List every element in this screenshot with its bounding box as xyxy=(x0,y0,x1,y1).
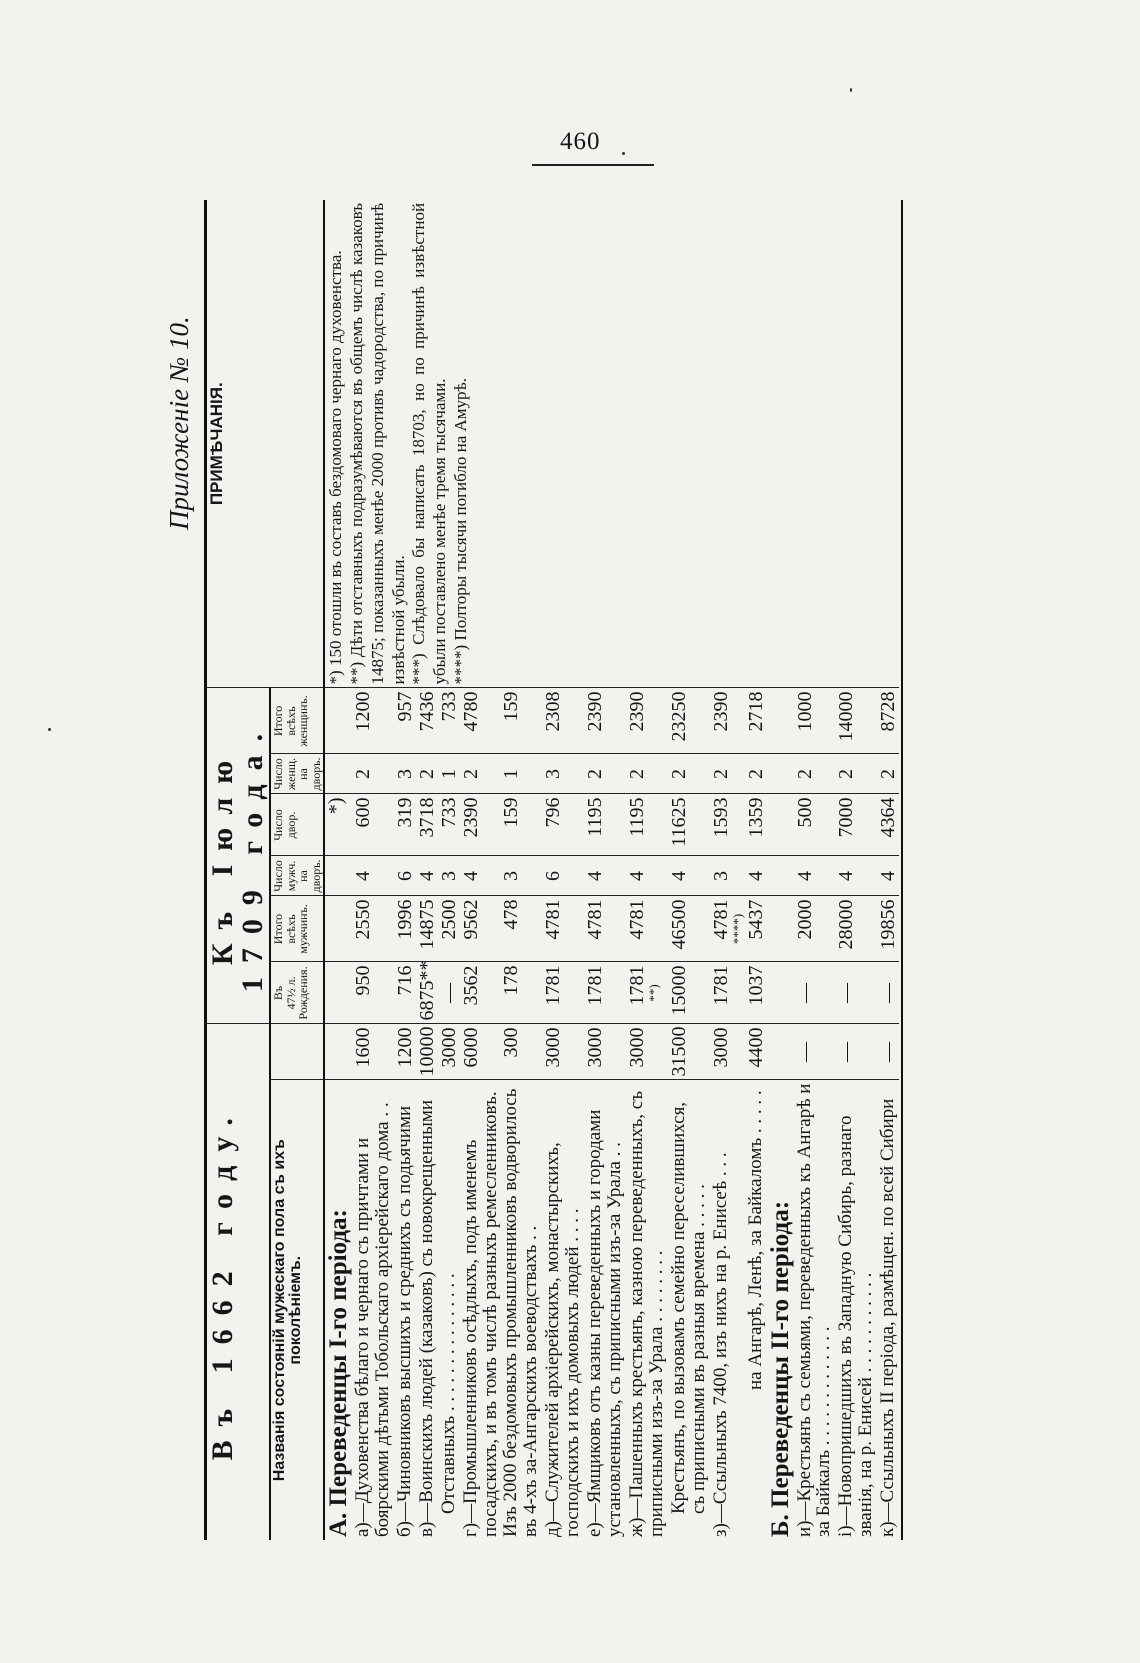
row-label: и)—Крестьянъ съ семьями, переведенныхъ къ Ангарѣ и за Байкалъ . . . . . . . . . . . . . xyxy=(794,1080,836,1540)
v-label: Въ xyxy=(271,985,285,1001)
cell-men: 46500 xyxy=(668,896,710,962)
cell-houses: 1593 xyxy=(710,794,745,856)
cell-1662: 4400 xyxy=(745,1024,767,1080)
cell-wph: 3 xyxy=(542,754,584,794)
cell-wph: 2 xyxy=(626,754,668,794)
cell-mph: 4 xyxy=(668,856,710,896)
value: 159 xyxy=(500,797,523,828)
cell-1662: 1600 xyxy=(352,1024,394,1080)
row-label: г)—Промышленниковъ осѣдлыхъ, подъ именемъ посадскихъ, и въ томъ числѣ разныхъ ремесленниковъ. Изъ 2000 бездомовыхъ промышленниковъ водворилось въ 4-хъ за-Ангарскихъ воеводствахъ . . xyxy=(460,1080,542,1540)
cell-women: 2718 xyxy=(745,688,767,754)
cell-1662: — xyxy=(794,1024,836,1080)
value: 4 xyxy=(460,871,483,881)
cell-1662: 3000 xyxy=(438,1024,460,1080)
row-label: а)—Духовенства бѣлаго и чернаго съ причтами и боярскими дѣтьми Тобольскаго архіерейскаго дома . . xyxy=(352,1080,394,1540)
table-row xyxy=(794,200,836,1540)
women-per-house-header: Число женщ. на дворъ. xyxy=(270,754,324,794)
row-label: і)—Новопришедшихъ въ Западную Сибирь, разнаго званія, на р. Енисей . . . . . . . . . . . xyxy=(835,1080,877,1540)
total-men-header: Итого всѣхъ мужчинъ. xyxy=(270,896,324,962)
cell-births: — xyxy=(794,962,836,1024)
cell-wph: 2 xyxy=(352,754,394,794)
value: 159 xyxy=(500,691,523,722)
note-4: ****) Полторы тысячи погибло на Амурѣ. xyxy=(450,377,470,685)
men-per-house-header: Число мужч. на дворъ. xyxy=(270,856,324,896)
count-1662-column-header xyxy=(270,1024,324,1080)
cell-mph: 3 xyxy=(438,856,460,896)
cell-men xyxy=(460,896,542,962)
cell-men: 4781 xyxy=(584,896,626,962)
notes-header: ПРИМѢЧАНІЯ. xyxy=(206,200,325,688)
row-label: Отставныхъ . . . . . . . . . . . . . . . xyxy=(438,1080,460,1540)
population-table xyxy=(204,200,903,1540)
cell-mph: 4 xyxy=(877,856,899,896)
star-mark: *) xyxy=(324,794,352,856)
cell-women: 23250 xyxy=(668,688,710,754)
cell-wph: 1 xyxy=(438,754,460,794)
value: 1781 xyxy=(625,965,648,1006)
cell-houses: 3718 xyxy=(416,794,438,856)
cell-mph: 4 xyxy=(835,856,877,896)
cell-houses: 1195 xyxy=(584,794,626,856)
section-a-title: А. Переведенцы I-го періода: xyxy=(324,1080,352,1540)
cell-births: — xyxy=(835,962,877,1024)
page-number-rule xyxy=(532,164,654,166)
houses-header: Число двор. xyxy=(270,794,324,856)
cell-mph: 4 xyxy=(416,856,438,896)
cell-births: 1037 xyxy=(745,962,767,1024)
cell-wph: 2 xyxy=(584,754,626,794)
births-label: Рождения. xyxy=(296,966,311,1020)
cell-men: 4781 xyxy=(542,896,584,962)
table-row xyxy=(835,200,877,1540)
cell-births: 6875** xyxy=(416,962,438,1024)
births-column-header xyxy=(270,962,324,1024)
cell-mph: 6 xyxy=(542,856,584,896)
cell-houses: 4364 xyxy=(877,794,899,856)
cell-1662: 1200 xyxy=(394,1024,416,1080)
table-row xyxy=(877,200,899,1540)
cell-houses: 7000 xyxy=(835,794,877,856)
star-mark: **) xyxy=(645,984,661,1002)
value: 4780 xyxy=(460,691,483,732)
appendix-label: Приложеніе № 10. xyxy=(164,316,194,530)
cell-births: 1781 xyxy=(542,962,584,1024)
value: 178 xyxy=(500,965,523,996)
cell-houses: 500 xyxy=(794,794,836,856)
cell-births: — xyxy=(877,962,899,1024)
years-label: 47½ л. xyxy=(283,976,298,1010)
cell-women: 1000 xyxy=(794,688,836,754)
star-mark: ****) xyxy=(729,913,745,945)
cell-1662: 3000 xyxy=(542,1024,584,1080)
cell-women: 8728 xyxy=(877,688,899,754)
cell-wph: 2 xyxy=(416,754,438,794)
cell-births xyxy=(460,962,542,1024)
speck xyxy=(48,728,51,731)
cell-houses xyxy=(460,794,542,856)
note-3: ***) Слѣдовало бы написать 18703, но по причинѣ извѣстной убыли поставлено менѣе тремя тысячами. xyxy=(409,202,450,685)
cell-men: 28000 xyxy=(835,896,877,962)
cell-men: 19856 xyxy=(877,896,899,962)
cell-wph: 2 xyxy=(745,754,767,794)
row-label: Крестьянъ, по вызовамъ семейно переселившихся, съ приписными въ разныя времена . . . . . xyxy=(668,1080,710,1540)
cell-mph: 6 xyxy=(394,856,416,896)
cell-women: 2390 xyxy=(626,688,668,754)
value: 2390 xyxy=(460,797,483,838)
value: 478 xyxy=(500,899,523,930)
cell-women: 2390 xyxy=(710,688,745,754)
value: 6000 xyxy=(460,1027,483,1068)
cell-wph: 2 xyxy=(710,754,745,794)
cell-wph: 2 xyxy=(794,754,836,794)
names-column-header: Названія состояній мужескаго пола съ ихъ поколѣніемъ. xyxy=(270,1080,324,1540)
cell-men: 14875 xyxy=(416,896,438,962)
cell-1662: 3000 xyxy=(626,1024,668,1080)
page-number: 460 xyxy=(560,128,601,155)
cell-births: — xyxy=(438,962,460,1024)
cell-houses: 600 xyxy=(352,794,394,856)
cell-births: 716 xyxy=(394,962,416,1024)
cell-1662: — xyxy=(835,1024,877,1080)
cell-wph: 3 xyxy=(394,754,416,794)
cell-1662: 3000 xyxy=(584,1024,626,1080)
cell-births: 1781 xyxy=(710,962,745,1024)
cell-houses: 1359 xyxy=(745,794,767,856)
cell-births: 950 xyxy=(352,962,394,1024)
cell-houses: 1195 xyxy=(626,794,668,856)
cell-houses: 733 xyxy=(438,794,460,856)
row-label: з)—Ссыльныхъ 7400, изъ нихъ на р. Енисеѣ . . . xyxy=(710,1080,745,1540)
cell-mph: 4 xyxy=(352,856,394,896)
cell-men: 1996 xyxy=(394,896,416,962)
value: 4781 xyxy=(709,899,732,940)
cell-men: 4781 xyxy=(626,896,668,962)
cell-mph: 4 xyxy=(794,856,836,896)
cell-births xyxy=(626,962,668,1024)
row-label: д)—Служителей архіерейскихъ, монастырскихъ, господскихъ и ихъ домовыхъ людей . . . . xyxy=(542,1080,584,1540)
cell-1662: — xyxy=(877,1024,899,1080)
cell-mph: 4 xyxy=(745,856,767,896)
cell-mph xyxy=(460,856,542,896)
cell-wph: 2 xyxy=(835,754,877,794)
value: 300 xyxy=(500,1027,523,1058)
speck xyxy=(622,152,625,155)
cell-men: 5437 xyxy=(745,896,767,962)
cell-men: 2500 xyxy=(438,896,460,962)
cell-women: 957 xyxy=(394,688,416,754)
cell-men: 2550 xyxy=(352,896,394,962)
period-1662-header: Въ 1662 году. xyxy=(206,1024,271,1540)
cell-women xyxy=(460,688,542,754)
period-1709-header: Къ Іюлю 1709 года. xyxy=(206,688,271,1024)
total-women-header: Итого всѣхъ женщинъ. xyxy=(270,688,324,754)
cell-houses: 796 xyxy=(542,794,584,856)
note-1: *) 150 отошли въ составъ бездомоваго чернаго духовенства. xyxy=(326,250,346,685)
cell-houses: 11625 xyxy=(668,794,710,856)
cell-births: 1781 xyxy=(584,962,626,1024)
cell-houses: 319 xyxy=(394,794,416,856)
row-label: е)—Ямщиковъ отъ казны переведенныхъ и городами установленныхъ, съ приписными изъ-за Урала . . xyxy=(584,1080,626,1540)
row-label: в)—Воинскихъ людей (казаковъ) съ новокрещенными xyxy=(416,1080,438,1540)
cell-women: 7436 xyxy=(416,688,438,754)
cell-women: 2308 xyxy=(542,688,584,754)
cell-wph: 2 xyxy=(877,754,899,794)
cell-births: 15000 xyxy=(668,962,710,1024)
cell-men: 2000 xyxy=(794,896,836,962)
value: 2 xyxy=(460,769,483,779)
rotated-table-block xyxy=(164,200,1004,1540)
row-label: ж)—Пашенныхъ крестьянъ, казною переведенныхъ, съ приписными изъ-за Урала . . . . . . . . xyxy=(626,1080,668,1540)
cell-women: 1200 xyxy=(352,688,394,754)
speck xyxy=(850,88,852,92)
cell-1662: 10000 xyxy=(416,1024,438,1080)
value: 3 xyxy=(500,871,523,881)
cell-1662: 31500 xyxy=(668,1024,710,1080)
value: 9562 xyxy=(460,899,483,940)
cell-women: 733 xyxy=(438,688,460,754)
cell-1662 xyxy=(460,1024,542,1080)
cell-1662: 3000 xyxy=(710,1024,745,1080)
cell-wph: 2 xyxy=(668,754,710,794)
value: 3562 xyxy=(460,965,483,1006)
section-b-title: Б. Переведенцы II-го періода: xyxy=(767,1080,794,1540)
value: 1 xyxy=(500,769,523,779)
cell-women: 2390 xyxy=(584,688,626,754)
row-label: к)—Ссыльныхъ II періода, размѣщен. по всей Сибири xyxy=(877,1080,899,1540)
cell-mph: 4 xyxy=(584,856,626,896)
cell-mph: 4 xyxy=(626,856,668,896)
cell-women: 14000 xyxy=(835,688,877,754)
cell-men xyxy=(710,896,745,962)
notes-cell xyxy=(324,200,766,688)
row-label: б)—Чиновниковъ высшихъ и среднихъ съ подьячими xyxy=(394,1080,416,1540)
note-2: **) Дѣти отставныхъ подразумѣваются въ общемъ числѣ казаковъ 14875; показанныхъ менѣе 2000 противъ чадородства, по причинѣ извѣстной убыли. xyxy=(347,202,408,685)
row-label: на Ангарѣ, Ленѣ, за Байкаломъ . . . . . xyxy=(745,1080,767,1540)
cell-wph xyxy=(460,754,542,794)
cell-mph: 3 xyxy=(710,856,745,896)
